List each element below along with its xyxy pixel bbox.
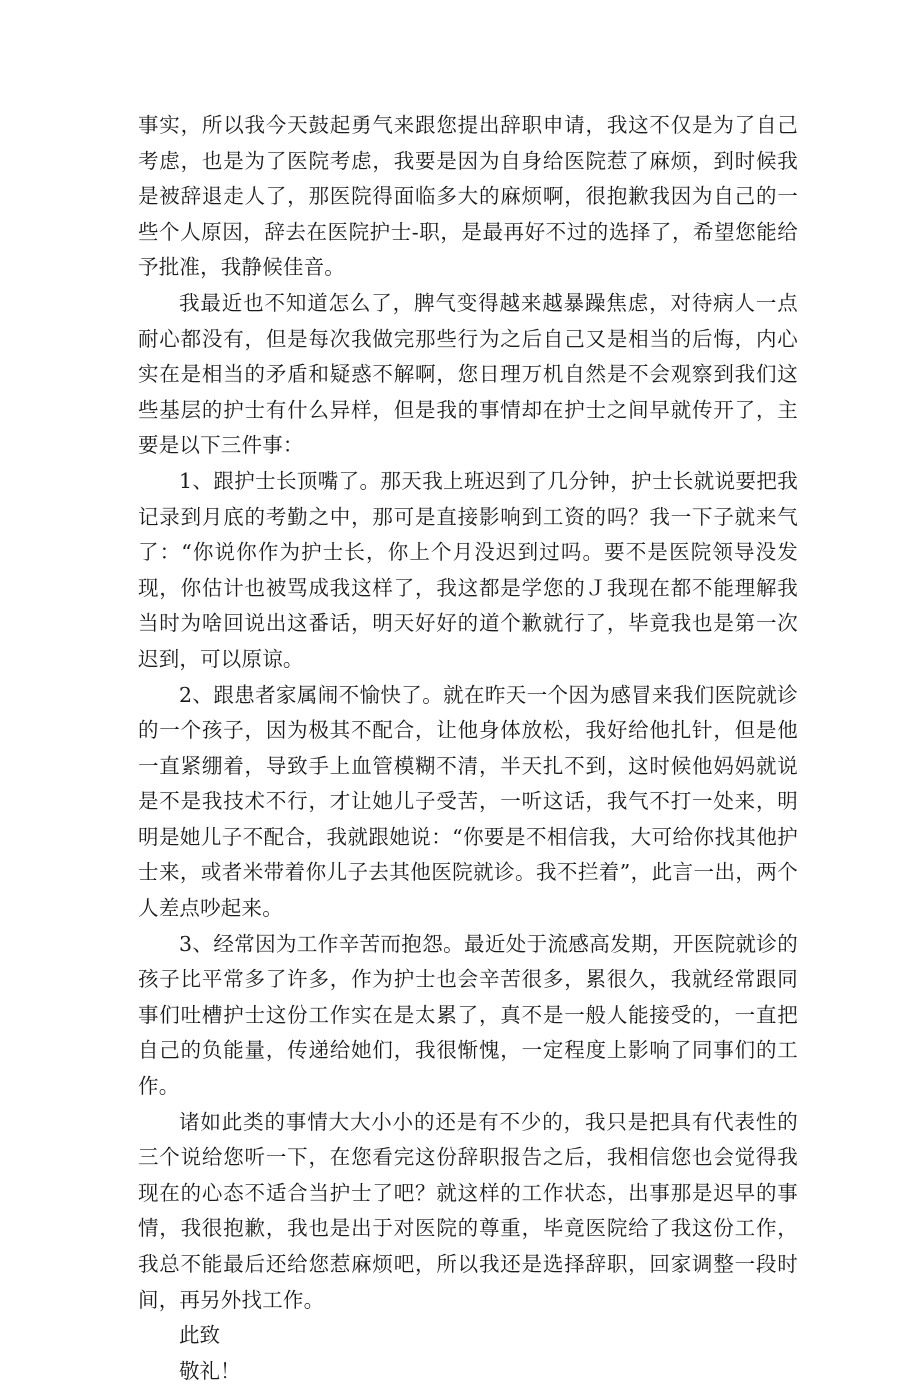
paragraph-item-2: 2、跟患者家属闹不愉快了。就在昨天一个因为感冒来我们医院就诊的一个孩子，因为极其不配合，让他身体放松，我好给他扎针，但是他一直紧绷着，导致手上血管模糊不清，半天扎不到，这时候他妈妈就说是不是我技术不行，才让她儿子受苦，一听这话，我气不打一处来，明明是她儿子不配合，我就跟她说：“你要是不相信我，大可给你找其他护士来，或者米带着你儿子去其他医院就诊。我不拦着”，此言一出，两个人差点吵起来。 [138,682,798,921]
closing-salutation: 此致 [179,1323,220,1348]
paragraph-item-1: 1、跟护士长顶嘴了。那天我上班迟到了几分钟，护士长就说要把我记录到月底的考勤之中，那可是直接影响到工资的吗？我一下子就来气了：“你说你作为护士长，你上个月没迟到过吗。要不是医院领导没发现，你估计也被骂成我这样了，我这都是学您的Ｊ我现在都不能理解我当时为啥回说出这番话，明天好好的道个歉就行了，毕竟我也是第一次迟到，可以原谅。 [138,468,798,671]
paragraph-conclusion: 诸如此类的事情大大小小的还是有不少的，我只是把具有代表性的三个说给您听一下，在您看完这份辞职报告之后，我相信您也会觉得我现在的心态不适合当护士了吧？就这样的工作状态，出事那是迟早的事情，我很抱歉，我也是出于对医院的尊重，毕竟医院给了我这份工作，我总不能最后还给您惹麻烦吧，所以我还是选择辞职，回家调整一段时间，再另外找工作。 [138,1109,798,1312]
document-body [138,108,798,1389]
paragraph-continuation: 事实，所以我今天鼓起勇气来跟您提出辞职申请，我这不仅是为了自己考虑，也是为了医院考虑，我要是因为自身给医院惹了麻烦，到时候我是被辞退走人了，那医院得面临多大的麻烦啊，很抱歉我因为自己的一些个人原因，辞去在医院护士-职，是最再好不过的选择了，希望您能给予批准，我静候佳音。 [138,113,798,280]
paragraph-temper: 我最近也不知道怎么了，脾气变得越来越暴躁焦虑，对待病人一点耐心都没有，但是每次我做完那些行为之后自己又是相当的后悔，内心实在是相当的矛盾和疑惑不解啊，您日理万机自然是不会观察到我们这些基层的护士有什么异样，但是我的事情却在护士之间早就传开了，主要是以下三件事： [138,290,798,458]
paragraph-item-3: 3、经常因为工作辛苦而抱怨。最近处于流感高发期，开医院就诊的孩子比平常多了许多，作为护士也会辛苦很多，累很久，我就经常跟同事们吐槽护士这份工作实在是太累了，真不是一般人能接受的，一直把自己的负能量，传递给她们，我很惭愧，一定程度上影响了同事们的工作。 [138,931,798,1099]
closing-regards: 敬礼！ [179,1358,241,1383]
